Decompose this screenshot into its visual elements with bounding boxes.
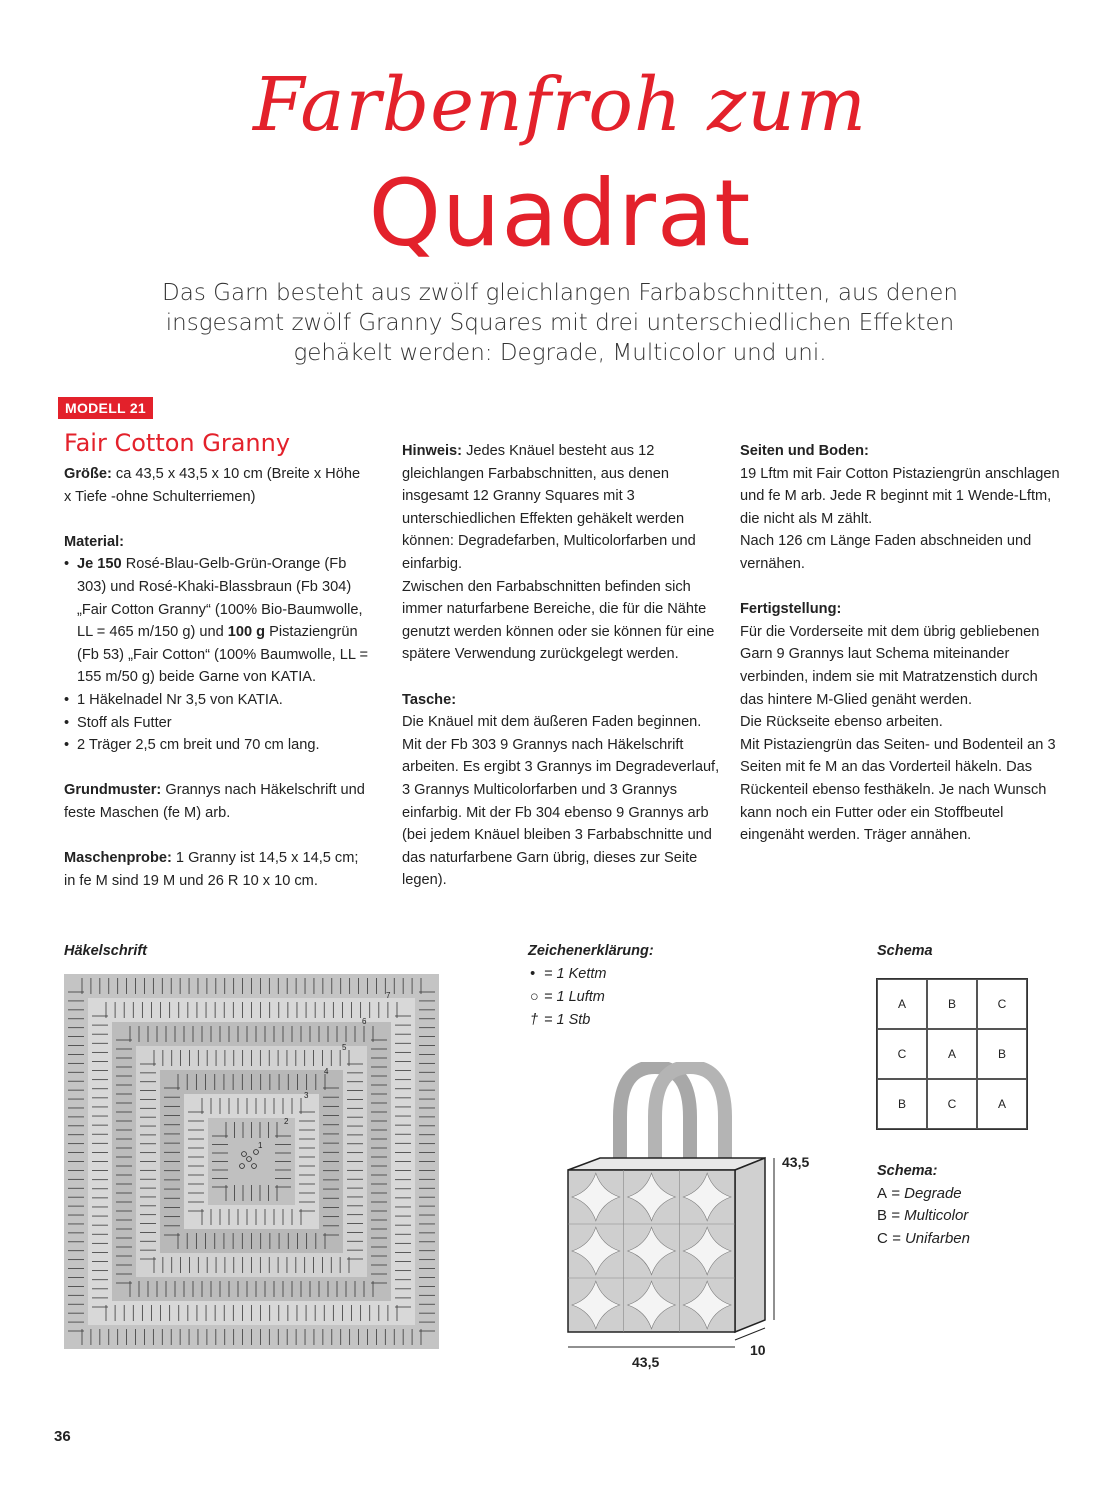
material-item	[64, 553, 369, 689]
gauge-text: 1 Granny ist 14,5 x 14,5 cm; in fe M sind 19 M und 26 R 10 x 10 cm.	[64, 850, 359, 889]
bag-heading	[402, 689, 720, 712]
round-label: 1	[258, 1141, 263, 1150]
material-item: • Stoff als Futter	[64, 712, 369, 735]
bag-height-label: 43,5	[782, 1154, 810, 1170]
sides-text-2: Nach 126 cm Länge Faden abschneiden und vernähen.	[740, 533, 1032, 572]
size-label: Größe:	[64, 466, 112, 482]
sides-text: 19 Lftm mit Fair Cotton Pistaziengrün anschlagen und fe M arb. Jede R beginnt mit 1 Wende-Lftm, die nicht als M zählt.	[740, 465, 1060, 527]
pattern-label: Grundmuster:	[64, 782, 162, 799]
round-label: 6	[362, 1017, 367, 1026]
schema-cell: B	[927, 979, 977, 1029]
legend-text: = 1 Stb	[544, 1012, 591, 1028]
material-heading	[64, 531, 369, 554]
column-2	[402, 440, 720, 892]
schema-letter: C	[877, 1229, 888, 1247]
page-title: Quadrat	[368, 160, 752, 267]
finishing-label: Fertigstellung:	[740, 601, 842, 618]
legend-item-luftm	[530, 989, 606, 1012]
chain-stitch-icon: ○	[530, 989, 539, 1005]
legend-text: = 1 Luftm	[544, 989, 605, 1005]
legend-text: = 1 Kettm	[544, 966, 607, 982]
schema-letter: A	[877, 1184, 888, 1202]
schema-legend	[877, 1160, 970, 1250]
bag-illustration	[540, 1062, 830, 1382]
sides-heading	[740, 440, 1060, 463]
title-script: Farbenfroh zum	[253, 62, 867, 148]
schema-cell: C	[977, 979, 1027, 1029]
double-crochet-icon: †	[530, 1012, 539, 1028]
schema-cell: A	[977, 1079, 1027, 1129]
pattern-text: Grannys nach Häkelschrift und feste Maschen (fe M) arb.	[64, 782, 365, 821]
schema-legend-item	[877, 1228, 970, 1251]
schema-grid	[876, 978, 1028, 1130]
material-item: • 1 Häkelnadel Nr 3,5 von KATIA.	[64, 689, 369, 712]
material-amount: Je 150	[77, 556, 122, 573]
note-paragraph	[402, 440, 720, 576]
material-item: • 2 Träger 2,5 cm breit und 70 cm lang.	[64, 734, 369, 757]
schema-cell: B	[877, 1079, 927, 1129]
round-label: 7	[386, 991, 391, 1000]
schema-caption: Schema	[877, 943, 933, 959]
bag-top-opening	[568, 1158, 765, 1170]
size-text: ca 43,5 x 43,5 x 10 cm (Breite x Höhe x Tiefe -ohne Schulterriemen)	[64, 466, 361, 505]
finishing-text: Für die Vorderseite mit dem übrig gebliebenen Garn 9 Grannys laut Schema miteinander verbinden, indem sie mit Matratzenstich durch das hintere M-Glied genäht werden.	[740, 623, 1040, 708]
legend-caption: Zeichenerklärung:	[528, 943, 654, 959]
schema-legend-item	[877, 1183, 970, 1206]
schema-cell: A	[877, 979, 927, 1029]
schema-meaning: = Degrade	[887, 1184, 962, 1202]
crochet-diagram	[64, 974, 439, 1349]
schema-cell: C	[927, 1079, 977, 1129]
round-label: 4	[324, 1067, 329, 1076]
schema-meaning: = Multicolor	[887, 1207, 969, 1225]
bag-depth-label: 10	[750, 1342, 766, 1358]
finishing-heading	[740, 598, 1060, 621]
material-label: Material:	[64, 533, 125, 550]
material-amount-2: 100 g	[227, 624, 266, 641]
model-badge: MODELL 21	[58, 397, 153, 419]
bag-front-pattern	[568, 1170, 735, 1332]
column-3	[740, 440, 1060, 847]
schema-cell: C	[877, 1029, 927, 1079]
note-label: Hinweis:	[402, 443, 463, 459]
note-text: Jedes Knäuel besteht aus 12 gleichlangen Farbabschnitten, aus denen insgesamt 12 Granny Squares mit 3 unterschiedlichen Effekten gehäkelt werden können: Degradefarben, Multicolorfarben und einfarbig.	[402, 443, 696, 572]
slip-stitch-icon: •	[530, 966, 536, 982]
legend-list	[530, 966, 606, 1035]
round-label: 3	[304, 1091, 309, 1100]
round-label: 5	[342, 1043, 347, 1052]
schema-cell: A	[927, 1029, 977, 1079]
gauge-label: Maschenprobe:	[64, 850, 172, 867]
material-list	[64, 553, 369, 756]
pattern-paragraph	[64, 779, 369, 824]
bag-width-label: 43,5	[632, 1354, 660, 1370]
legend-item-kettm	[530, 966, 606, 989]
page-number: 36	[54, 1428, 71, 1445]
finishing-text-3: Mit Pistaziengrün das Seiten- und Bodenteil an 3 Seiten mit fe M an das Vorderteil häkeln. Das Rückenteil ebenso festhäkeln. Je nach Wunsch kann noch ein Futter oder ein Stoffbeutel eingenäht werden. Träger annähen.	[740, 736, 1056, 844]
legend-item-stb	[530, 1012, 606, 1035]
model-title: Fair Cotton Granny	[64, 429, 291, 457]
intro-text: Das Garn besteht aus zwölf gleichlangen Farbabschnitten, aus denen insgesamt zwölf Granny Squares mit drei unterschiedlichen Effekten gehäkelt werden: Degrade, Multicolor und uni.	[162, 280, 958, 366]
bag-side	[735, 1158, 765, 1332]
bag-text: Die Knäuel mit dem äußeren Faden beginnen. Mit der Fb 303 9 Grannys nach Häkelschrift arbeiten. Es ergibt 3 Grannys im Degradeverlauf, 3 Grannys Multicolorfarben und 3 Grannys einfarbig. Mit der Fb 304 ebenso 9 Grannys arb (bei jedem Knäuel bleiben 3 Farbabschnitte und das naturfarbene Garn übrig, dieses zur Seite legen).	[402, 714, 720, 889]
schema-legend-caption: Schema:	[877, 1163, 938, 1179]
schema-legend-item	[877, 1205, 970, 1228]
gauge-paragraph	[64, 847, 369, 892]
schema-meaning: = Unifarben	[887, 1229, 970, 1247]
diagram-caption: Häkelschrift	[64, 943, 148, 959]
column-1	[64, 463, 369, 892]
schema-letter: B	[877, 1207, 888, 1225]
material-text-2: Pistaziengrün (Fb 53) „Fair Cotton“ (100% Baumwolle, LL = 155 m/50 g) beide Garne von KATIA.	[77, 624, 369, 686]
bag-label: Tasche:	[402, 691, 457, 708]
note-paragraph-2: Zwischen den Farbabschnitten befinden sich immer naturfarbene Bereiche, die für die Nähte genutzt werden können oder sie können für eine spätere Verwendung zurückgelegt werden.	[402, 578, 715, 663]
finishing-text-2: Die Rückseite ebenso arbeiten.	[740, 714, 943, 731]
size-paragraph	[64, 463, 369, 508]
material-text: Rosé-Blau-Gelb-Grün-Orange (Fb 303) und Rosé-Khaki-Blassbraun (Fb 304) „Fair Cotton Granny“ (100% Bio-Baumwolle, LL = 465 m/150 g) und	[77, 556, 363, 641]
round-label: 2	[284, 1117, 289, 1126]
schema-cell: B	[977, 1029, 1027, 1079]
sides-label: Seiten und Boden:	[740, 443, 869, 459]
